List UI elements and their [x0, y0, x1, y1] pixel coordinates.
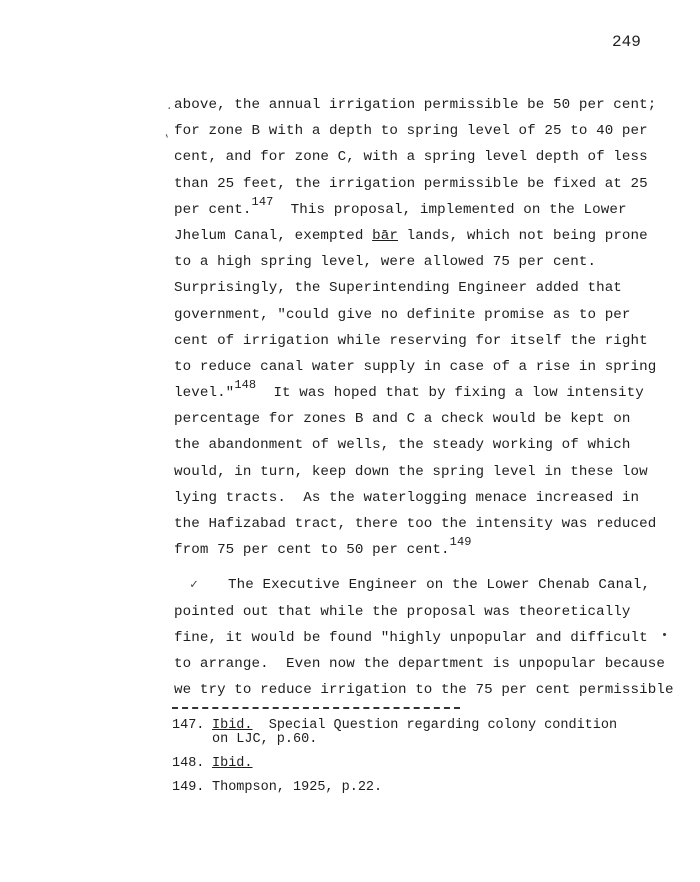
text-line: [174, 197, 694, 223]
margin-dot-mark: [663, 633, 666, 636]
footnote-147: [172, 719, 692, 747]
text-segment: lands, which not being prone: [397, 227, 648, 244]
text-line: the Hafizabad tract, there too the intensity was reduced: [174, 516, 657, 532]
footnote-148: [172, 757, 692, 771]
underlined-term: bār: [372, 227, 398, 244]
text-segment: per cent.: [174, 201, 252, 218]
text-segment: level.": [174, 385, 235, 402]
text-line: to reduce canal water supply in case of a rise in spring: [174, 358, 657, 375]
footnote-text: Special Question regarding colony condition: [252, 718, 618, 733]
footnote-number: 147.: [172, 718, 205, 733]
footnote-ref-149: 149: [449, 535, 472, 550]
text-segment: It was hoped that by fixing a low intensity: [256, 385, 644, 402]
text-line: we try to reduce irrigation to the 75 per cent permissible: [174, 682, 674, 699]
text-line: fine, it would be found "highly unpopular and difficult: [174, 629, 648, 646]
checkmark-icon: ✓: [190, 577, 198, 593]
text-line: pointed out that while the proposal was theoretically: [174, 603, 631, 620]
text-line: [174, 537, 694, 563]
margin-tick-mark: ': [163, 133, 174, 147]
text-line: Surprisingly, the Superintending Engineer added that: [174, 280, 622, 297]
text-line: the abandonment of wells, the steady working of which: [174, 437, 631, 454]
text-line: lying tracts. As the waterlogging menace increased in: [174, 489, 640, 506]
page-number: 249: [612, 33, 641, 51]
paragraph-2: [174, 572, 694, 703]
footnote-149: [172, 781, 692, 795]
footnote-divider: [172, 707, 460, 709]
footnote-ibid: Ibid.: [212, 718, 253, 733]
footnote-ibid: Ibid.: [212, 756, 253, 771]
text-line: percentage for zones B and C a check would be kept on: [174, 411, 631, 428]
text-line: cent, and for zone C, with a spring level depth of less: [174, 149, 648, 166]
text-segment: The Executive Engineer on the Lower Chenab Canal,: [228, 577, 651, 594]
text-line: would, in turn, keep down the spring level in these low: [174, 463, 648, 480]
text-line: [174, 572, 694, 598]
text-line: to a high spring level, were allowed 75 per cent.: [174, 254, 597, 271]
text-segment: from 75 per cent to 50 per cent.: [174, 542, 450, 559]
footnote-ref-148: 148: [234, 378, 257, 393]
footnotes: [172, 719, 692, 805]
margin-dot-mark: .: [166, 101, 173, 113]
text-line: [174, 223, 694, 249]
text-line: for zone B with a depth to spring level of 25 to 40 per: [174, 123, 648, 140]
text-segment: Jhelum Canal, exempted: [174, 227, 373, 244]
footnote-ref-147: 147: [251, 195, 274, 210]
text-segment: This proposal, implemented on the Lower: [273, 201, 627, 218]
footnote-number: 148.: [172, 756, 205, 771]
footnote-number: 149.: [172, 780, 205, 795]
text-line: government, "could give no definite promise as to per: [174, 306, 631, 323]
footnote-text: Thompson, 1925, p.22.: [212, 780, 383, 795]
text-line: than 25 feet, the irrigation permissible be fixed at 25: [174, 175, 648, 192]
paragraph-1: [174, 92, 694, 563]
text-line: above, the annual irrigation permissible be 50 per cent;: [174, 97, 657, 113]
text-line: cent of irrigation while reserving for itself the right: [174, 332, 648, 349]
text-line: [174, 380, 694, 406]
body-text: [174, 92, 694, 703]
footnote-continuation: on LJC, p.60.: [212, 732, 318, 747]
text-line: to arrange. Even now the department is unpopular because: [174, 655, 665, 672]
